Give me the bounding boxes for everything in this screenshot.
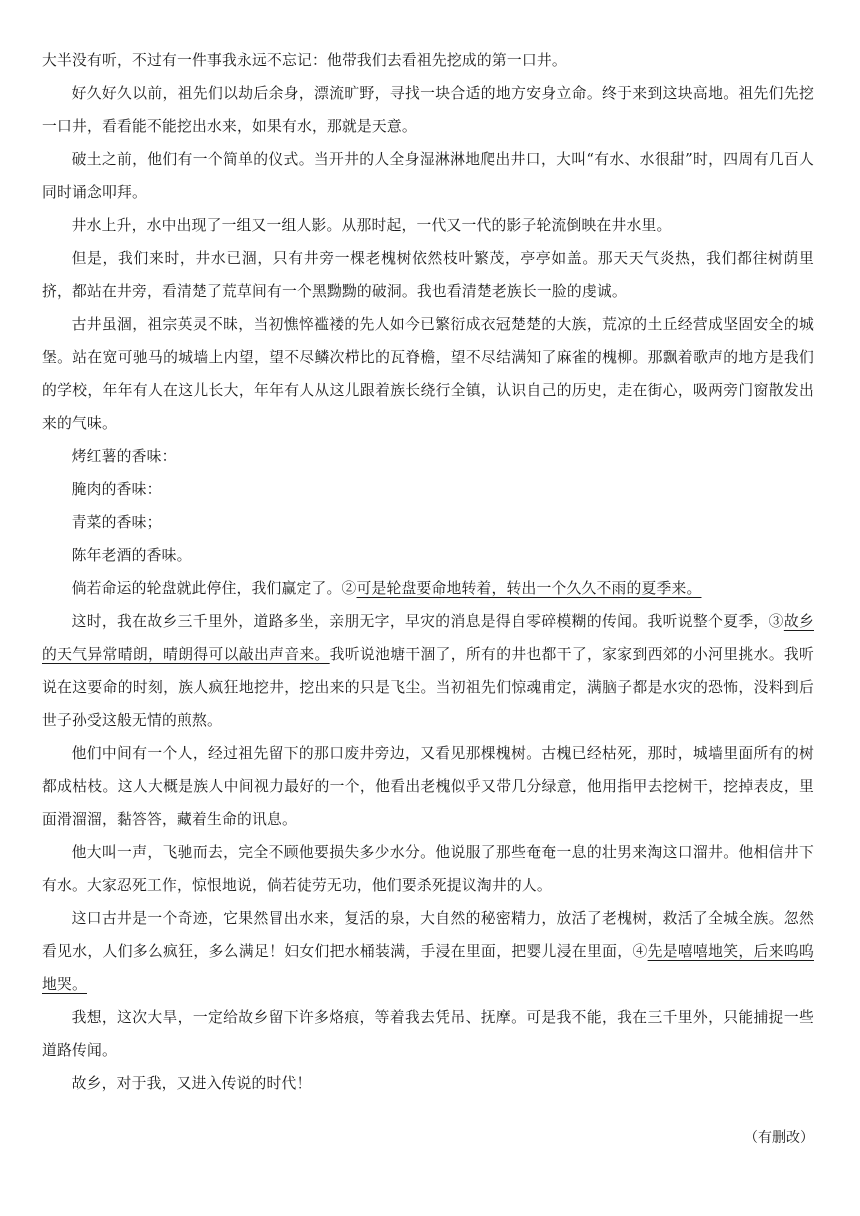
text-segment: 我听说池塘干涸了，所有的井也都干了，家家到西郊的小河里挑水。我听说在这要命的时刻，族人疯狂地挖井，挖出来的只是飞尘。当初祖先们惊魂甫定，满脑子都是水灾的恐怖，没料到后世子孙受这般无情的煎熬。 [42,646,814,729]
paragraph [42,737,814,836]
paragraph [42,605,814,737]
paragraph [42,572,814,605]
source-note: （有删改） [744,1130,814,1146]
paragraph [42,440,814,473]
text-segment: 但是，我们来时，井水已涸，只有井旁一棵老槐树依然枝叶繁茂，亭亭如盖。那天天气炎热，我们都往树荫里挤，都站在井旁，看清楚了荒草间有一个黑黝黝的破洞。我也看清楚老族长一脸的虔诚。 [42,250,814,300]
text-segment: 腌肉的香味： [71,481,162,498]
paragraph [42,44,814,77]
text-segment: 陈年老酒的香味。 [71,547,192,564]
paragraph [42,1001,814,1067]
text-segment: 古井虽涸，祖宗英灵不昧，当初憔悴褴褛的先人如今已繁衍成衣冠楚楚的大族，荒凉的土丘经营成坚固安全的城堡。站在宽可驰马的城墙上内望，望不尽鳞次栉比的瓦脊檐，望不尽结满知了麻雀的槐柳。那飘着歌声的地方是我们的学校，年年有人在这儿长大，年年有人从这儿跟着族长绕行全镇，认识自己的历史，走在街心，吸两旁门窗散发出来的气味。 [42,316,814,432]
paragraph [42,209,814,242]
underlined-sentence: 可是轮盘要命地转着，转出一个久久不雨的夏季来。 [356,580,702,597]
text-segment: 井水上升，水中出现了一组又一组人影。从那时起，一代又一代的影子轮流倒映在井水里。 [71,217,672,234]
text-segment: 他们中间有一个人，经过祖先留下的那口废井旁边，又看见那棵槐树。古槐已经枯死，那时，城墙里面所有的树都成枯枝。这人大概是族人中间视力最好的一个，他看出老槐似乎又带几分绿意，他用指甲去挖树干，挖掉表皮，里面滑溜溜，黏答答，藏着生命的讯息。 [42,745,814,828]
paragraph [42,77,814,143]
article-body [42,44,814,1100]
paragraph [42,143,814,209]
text-segment: 青菜的香味； [71,514,162,531]
paragraph [42,473,814,506]
paragraph [42,1067,814,1100]
text-segment: 故乡，对于我，又进入传说的时代！ [71,1075,312,1092]
text-segment: 他大叫一声，飞驰而去，完全不顾他要损失多少水分。他说服了那些奄奄一息的壮男来淘这口溜井。他相信井下有水。大家忍死工作，惊恨地说，倘若徒劳无功，他们要杀死提议淘井的人。 [42,844,814,894]
paragraph [42,539,814,572]
paragraph [42,308,814,440]
underlined-sentence: 故乡的天气异常晴朗，晴朗得可以敲出声音来。 [42,613,814,663]
paragraph [42,836,814,902]
text-segment: 破土之前，他们有一个简单的仪式。当开井的人全身湿淋淋地爬出井口，大叫“有水、水很甜”时，四周有几百人同时诵念叩拜。 [42,151,814,201]
text-segment: 烤红薯的香味： [71,448,177,465]
text-segment: 我想，这次大旱，一定给故乡留下许多烙痕，等着我去凭吊、抚摩。可是我不能，我在三千里外，只能捕捉一些道路传闻。 [42,1009,814,1059]
paragraph [42,242,814,308]
text-segment: 这时，我在故乡三千里外，道路多坐，亲朋无字，早灾的消息是得自零碎模糊的传闻。我听说整个夏季，③ [71,613,784,630]
text-segment: 大半没有听，不过有一件事我永远不忘记：他带我们去看祖先挖成的第一口井。 [42,52,567,69]
text-segment: 这口古井是一个奇迹，它果然冒出水来，复活的泉，大自然的秘密精力，放活了老槐树，救活了全城全族。忽然看见水，人们多么疯狂，多么满足！妇女们把水桶装满，手浸在里面，把婴儿浸在里面，④ [42,910,814,960]
underlined-sentence: 先是嘻嘻地笑，后来呜呜地哭。 [42,943,814,993]
paragraph [42,506,814,539]
paragraph [42,902,814,1001]
text-segment: 倘若命运的轮盘就此停住，我们赢定了。② [71,580,357,597]
text-segment: 好久好久以前，祖先们以劫后余身，漂流旷野，寻找一块合适的地方安身立命。终于来到这块高地。祖先们先挖一口井，看看能不能挖出水来，如果有水，那就是天意。 [42,85,814,135]
